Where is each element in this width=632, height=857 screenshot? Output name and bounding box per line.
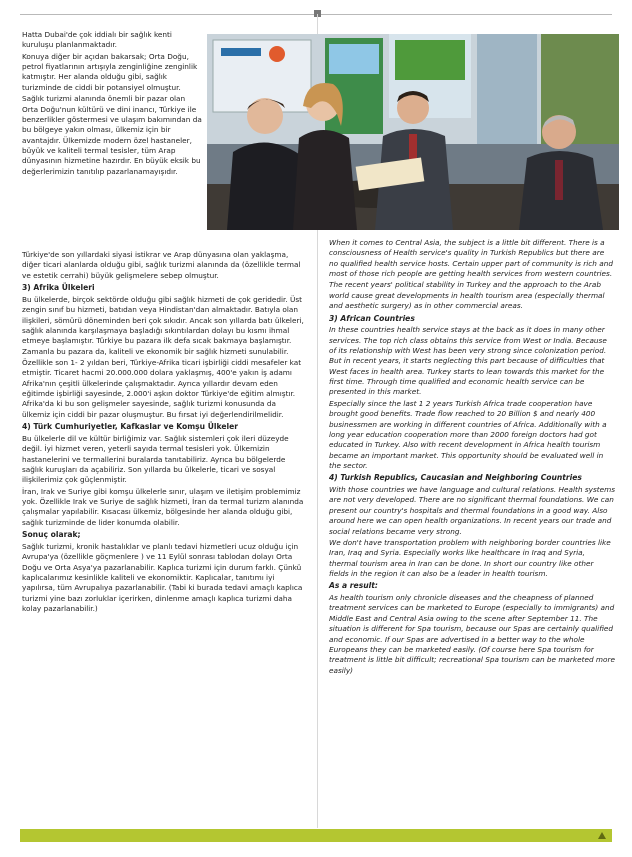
paragraph: Bu ülkelerde, birçok sektörde olduğu gibi sağlık hizmeti de çok geridedir. Üst zengin sınıf bu hizmeti, batıdan veya Hindistan'dan almaktadır. Batıyla olan ilişkileri, sömürü döneminden beri çok sıkıdır. Ancak son yıllarda batı ülkeleri, sağlık alanında karşılaşmaya başladığı sıkıntılardan dolayı bu kısmı ihmal etmeye başlamıştır. Türkiye bu pazara ilk defa sıcak bakmaya başlamıştır. Zamanla bu pazara da, kaliteli ve ekonomik bir sağlık hizmeti sunulabilir.: [22, 294, 304, 356]
booth-photo: [207, 34, 619, 230]
paragraph: İran, Irak ve Suriye gibi komşu ülkelerle sınır, ulaşım ve iletişim problemimiz yok. Özellikle Irak ve Suriye de sağlık hizmeti, İran da termal turizm alanında çalışmalar yapılabilir. Kısacası ülkemiz, bölgesinde her alanda olduğu gibi, sağlık turizminde de lider konumda olabilir.: [22, 486, 304, 527]
arrow-up-icon: [598, 832, 606, 839]
paragraph: Hatta Dubai'de çok iddialı bir sağlık kenti kuruluşu planlanmaktadır.: [22, 30, 172, 50]
left-column-top: [22, 30, 202, 178]
paragraph: Sağlık turizmi alanında önemli bir pazar olan Orta Doğu'nun kültürü ve dini inancı, Türkiye ile benzerlikler göstermesi ve ulaşım bakımından da bu bölgeye yakın olması, ülkemiz için bir avantajdır. Ülkemizde modern özel hastaneler, büyük ve kaliteli termal tesisler, tüm Arap dünyasının hizmetine hazırdır. En büyük eksik bu değerlerimizin tanıtılıp pazarlanamayışıdır.: [22, 94, 202, 176]
footer-bar: [20, 829, 612, 842]
paragraph: In these countries health service stays at the back as it does in many other services. The top rich class obtains this service from West or India. Because of its relationship with West has been very strong since colonization period. But in recent years, it starts neglecting this part because of difficulties that West faces in health area. Turkey starts to lean towards this market for the first time. Through time qualified and economic health service can be presented in this market.: [329, 325, 607, 397]
section-heading: As a result:: [329, 581, 378, 591]
paragraph: Konuya diğer bir açıdan bakarsak; Orta Doğu, petrol fiyatlarının artışıyla zenginliğine zenginlik katmıştır. Her alanda olduğu gibi, sağlık turizminde de ciddi bir potansiyel olmuştur.: [22, 51, 198, 92]
paragraph: As health tourism only chronicle diseases and the cheapness of planned treatment services can be marketed to Europe (especially to immigrants) and Middle East and Central Asia owing to the scene after September 11. The situation is different for Spa tourism, because our Spas are certainly qualified and economic. If our Spas are advertised in a better way to the whole Europeans they can be marketed easily. (Of course here Spa tourism for treatment is little bit difficult; recreational Spa tourism can be marketed more easily): [329, 593, 615, 675]
section-heading: Sonuç olarak;: [22, 530, 81, 540]
paragraph: Türkiye'de son yıllardaki siyasi istikrar ve Arap dünyasına olan yaklaşma, diğer ticari alanlarda olduğu gibi, sağlık turizmi alanında da (özellikle termal ve estetik cerrahi) büyük gelişmelere sebep olmuştur.: [22, 250, 301, 280]
right-column: [329, 238, 615, 677]
left-column: [22, 250, 306, 615]
paragraph: Sağlık turizmi, kronik hastalıklar ve planlı tedavi hizmetleri ucuz olduğu için Avrupa'ya (özellikle göçmenlere ) ve 11 Eylül sonrası tablodan dolayı Orta Doğu ve Orta Asya'ya pazarlanabilir. Kaplıca turizmi için durum farklı. Çünkü kaplıcalarımız kesinlikle kaliteli ve ekonomiktir. Kaplıcalar, tanıtımı iyi yapılırsa, tüm Avrupalıya pazarlanabilir. (Tabi ki burada tedavi amaçlı kaplıca turizmi yine bazı zorluklar içerirken, dinlenme amaçlı kaplıca turizmi daha kolay pazarlanabilir.): [22, 541, 303, 614]
section-heading: 3) Afrika Ülkeleri: [22, 283, 95, 293]
paragraph: With those countries we have language and cultural relations. Health systems are not very developed. There are no significant thermal foundations. We can present our country's hospitals and thermal foundations in a good way. Also around here we can open health organizations. In recent years our trade and social relations became very strong.: [329, 485, 616, 536]
paragraph: We don't have transportation problem with neighboring border countries like Iran, Iraq and Syria. Especially works like healthcare in Iraq and Syria, thermal tourism area in Iran can be done. In short our country like other fields in the region it can also be a leader in health tourism.: [329, 537, 611, 578]
paragraph: The recent years' political stability in Turkey and the approach to the Arab world cause great developments in health tourism area (especially thermal and aesthetic surgery) as in other commercial areas.: [329, 280, 605, 311]
paragraph: Bu ülkelerle dil ve kültür birliğimiz var. Sağlık sistemleri çok ileri düzeyde değil. İyi hizmet veren, yeterli sayıda termal tesisleri yok. Ülkemizin hastanelerini ve termallerini buralarda tanıtabiliriz. Ayrıca bu bölgelerde sağlık kuruşları da açabiliriz. Son yıllarda bu ülkelerle, ticari ve sosyal ilişkilerimiz çok güçlenmiştir.: [22, 433, 289, 485]
paragraph: Özellikle son 1- 2 yıldan beri, Türkiye-Afrika ticari işbirliği ciddi mesafeler kat etmiştir. Ticaret hacmi 20.000.000 dolara yaklaşmış, 400'e yakın iş adamı Afrika'nın çeşitli ülkelerinde çalışmaktadır. Ayrıca yıllardır devam eden eğitimde işbirliği sayesinde, 2.000'i aşkın doktor Türkiye'de eğitim almıştır. Afrika'da ki bu son gelişmeler sayesinde, sağlık turizmi konusunda da ülkemiz için ciddi bir pazar oluşmuştur. Bu fırsat iyi değerlendirilmelidir.: [22, 358, 302, 419]
section-heading: 4) Turkish Republics, Caucasian and Neighboring Countries: [329, 473, 582, 483]
section-heading: 3) African Countries: [329, 313, 415, 323]
paragraph: When it comes to Central Asia, the subject is a little bit different. There is a consciousness of Health service's quality in Turkish Republics but there are no qualified health service hosts. Certain upper part of community is rich and most of those rich people are getting health services from western countries.: [329, 238, 613, 279]
section-heading: 4) Türk Cumhuriyetler, Kafkaslar ve Komşu Ülkeler: [22, 422, 238, 432]
paragraph: Especially since the last 1 2 years Turkish Africa trade cooperation have brought good benefits. Trade flow reached to 20 Billion $ and nearly 400 businessmen are working in different countries of Africa. Additionally with a long year education cooperation more than 2000 foreign doctors had got educated in Turkey. Also with recent development in Africa health tourism became an important market. This opportunity should be evaluated well in the sector.: [329, 398, 607, 470]
